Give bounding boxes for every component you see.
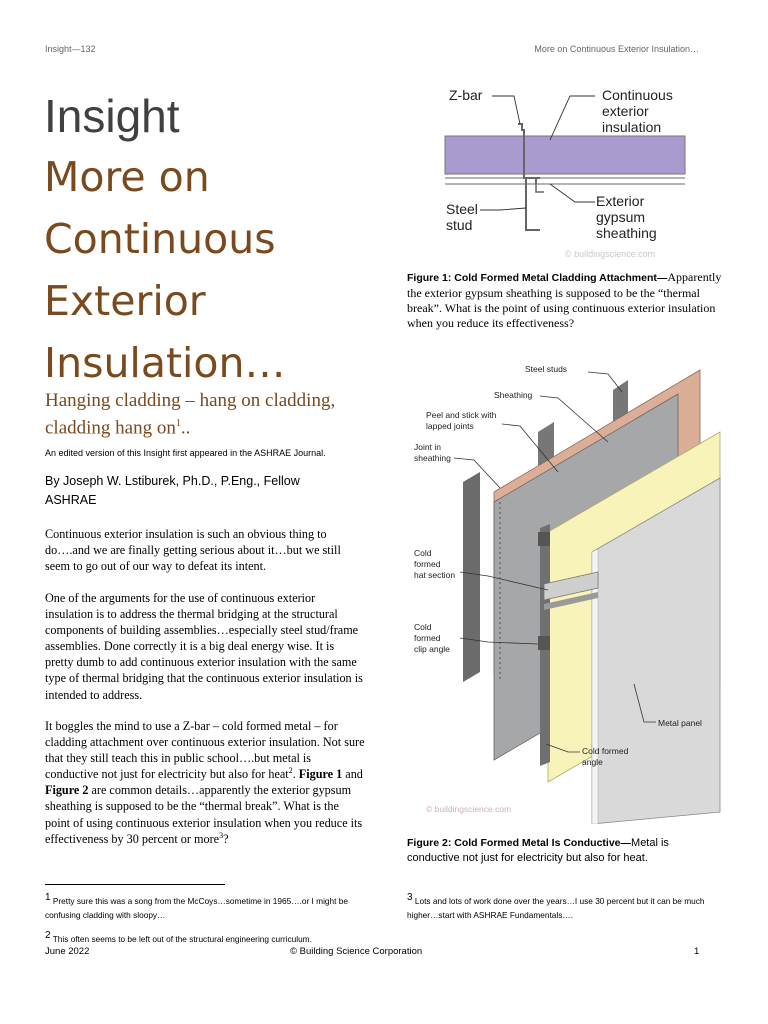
insulation-band: [445, 136, 685, 174]
p3-text: are common details…apparently the exterior gypsum sheathing is supposed to be the “thermal break”. What is the point of using continuous exterior insulation when you reduce its effectiveness by 30 percent or more: [45, 783, 363, 846]
p3-text: ?: [223, 831, 229, 846]
running-header-left: Insight—132: [45, 44, 96, 54]
footnote-ref: 1: [175, 418, 181, 429]
subtitle-end: ..: [180, 417, 191, 439]
label-steel: Steel: [446, 201, 478, 217]
title-line: Continuous: [44, 215, 276, 263]
footer-copyright: © Building Science Corporation: [290, 946, 423, 957]
label-zbar: Z-bar: [449, 87, 483, 103]
p3-text: It boggles the mind to use a Z-bar – cold formed metal – for cladding attachment over continuous exterior insulation. Not sure that they still teach this in public school….but metal is conductive not just for electricity but also for heat: [45, 719, 365, 782]
watermark: © buildingscience.com: [565, 249, 656, 259]
label-cold-formed: Cold formed: [582, 746, 629, 756]
caption-text: Apparently the exterior gypsum sheathing is supposed to be the “thermal break”. What is the point of using continuous exterior insulation when you reduce its effectiveness?: [407, 270, 722, 330]
paragraph-3: [45, 718, 365, 847]
label-hat-formed: formed: [414, 559, 441, 569]
label-sheathing: sheathing: [596, 225, 657, 241]
label-continuous: Continuous: [602, 87, 673, 103]
byline: By Joseph W. Lstiburek, Ph.D., P.Eng., Fellow ASHRAE: [45, 474, 300, 507]
label-angle: angle: [582, 757, 603, 767]
p3-text: .: [292, 767, 299, 782]
label-exterior-2: Exterior: [596, 193, 645, 209]
footnote-ref: 2: [288, 766, 293, 776]
running-header-right: More on Continuous Exterior Insulation…: [534, 44, 699, 54]
clip-angle: [538, 636, 550, 650]
clip-angle: [538, 532, 550, 546]
figure-2-diagram: [408, 352, 723, 824]
figure-2-caption: [407, 836, 723, 866]
subtitle-line: Hanging cladding – hang on cladding,: [45, 390, 336, 411]
leader-line: [550, 96, 595, 140]
title-line: More on: [44, 153, 210, 201]
label-sheathing: Sheathing: [494, 390, 533, 400]
footnote-separator: [45, 884, 225, 885]
label-lapped-joints: lapped joints: [426, 421, 474, 431]
panel-edge: [592, 549, 598, 824]
figure-ref: Figure 2: [45, 783, 89, 798]
figure-ref: Figure 1: [298, 767, 343, 782]
label-clip-formed: formed: [414, 633, 441, 643]
series-title: Insight: [44, 90, 180, 142]
footnote-3: [407, 891, 727, 922]
footnote-text: Lots and lots of work done over the years…I use 30 percent but it can be much higher…start with ASHRAE Fundamentals….: [407, 895, 705, 920]
watermark: © buildingscience.com: [426, 804, 512, 814]
label-insulation: insulation: [602, 119, 662, 135]
label-steel-studs: Steel studs: [525, 364, 568, 374]
footnote-1: [45, 891, 365, 922]
p3-text: and: [342, 767, 363, 782]
leader-line: [550, 184, 595, 202]
label-joint-sheathing: sheathing: [414, 453, 451, 463]
screw-shape: [536, 184, 544, 192]
footnote-text: This often seems to be left out of the structural engineering curriculum.: [50, 933, 312, 944]
footnote-number: 1: [45, 892, 51, 903]
footnote-text: Pretty sure this was a song from the McCoys…sometime in 1965….or I might be confusing cladding with sloopy…: [45, 895, 348, 920]
footnote-number: 3: [407, 892, 413, 903]
edited-note: An edited version of this Insight first appeared in the ASHRAE Journal.: [45, 448, 326, 458]
label-hat-section: hat section: [414, 570, 456, 580]
label-stud: stud: [446, 217, 473, 233]
title-line: Insulation…: [44, 339, 286, 387]
title-line: Exterior: [44, 277, 206, 325]
label-peel-and-stick: Peel and stick with: [426, 410, 497, 420]
caption-label: Figure 1: Cold Formed Metal Cladding Attachment—: [407, 272, 668, 284]
leader-line: [480, 208, 526, 210]
footnote-number: 2: [45, 930, 51, 941]
subtitle-text: cladding hang on: [45, 417, 176, 439]
steel-stud-shape: [526, 178, 540, 230]
label-gypsum: gypsum: [596, 209, 646, 225]
label-clip-cold: Cold: [414, 622, 432, 632]
label-metal-panel: Metal panel: [658, 718, 702, 728]
leader-line: [492, 96, 520, 124]
subtitle-line: [45, 412, 375, 439]
figure-1-diagram: [440, 80, 700, 265]
label-joint-in: Joint in: [414, 442, 441, 452]
label-hat-cold: Cold: [414, 548, 432, 558]
label-exterior: exterior: [602, 103, 649, 119]
article-title: [44, 146, 374, 394]
paragraph-1: Continuous exterior insulation is such an obvious thing to do….and we are finally getting serious about it…but we still seem to go out of our way to defeat its intent.: [45, 527, 341, 574]
label-clip-angle: clip angle: [414, 644, 450, 654]
caption-label: Figure 2: Cold Formed Metal Is Conductive—: [407, 837, 632, 849]
footnote-ref: 3: [219, 830, 224, 840]
caption-text: Metal is conductive not just for electricity but also for heat.: [407, 837, 669, 864]
article-subtitle: [45, 389, 375, 439]
figure-1-caption: [407, 270, 723, 331]
paragraph-2: One of the arguments for the use of continuous exterior insulation is to address the thermal bridging at the structural components of building assemblies…especially steel stud/frame assemblies. Done correctly it is a big deal energy wise. It is pretty dumb to add continuous exterior insulation with the same type of thermal bridging that the continuous exterior insulation is intended to address.: [45, 591, 363, 702]
footnote-2: [45, 929, 375, 946]
steel-stud: [463, 472, 480, 682]
page-number: 1: [694, 946, 700, 957]
footer-date: June 2022: [45, 946, 90, 957]
